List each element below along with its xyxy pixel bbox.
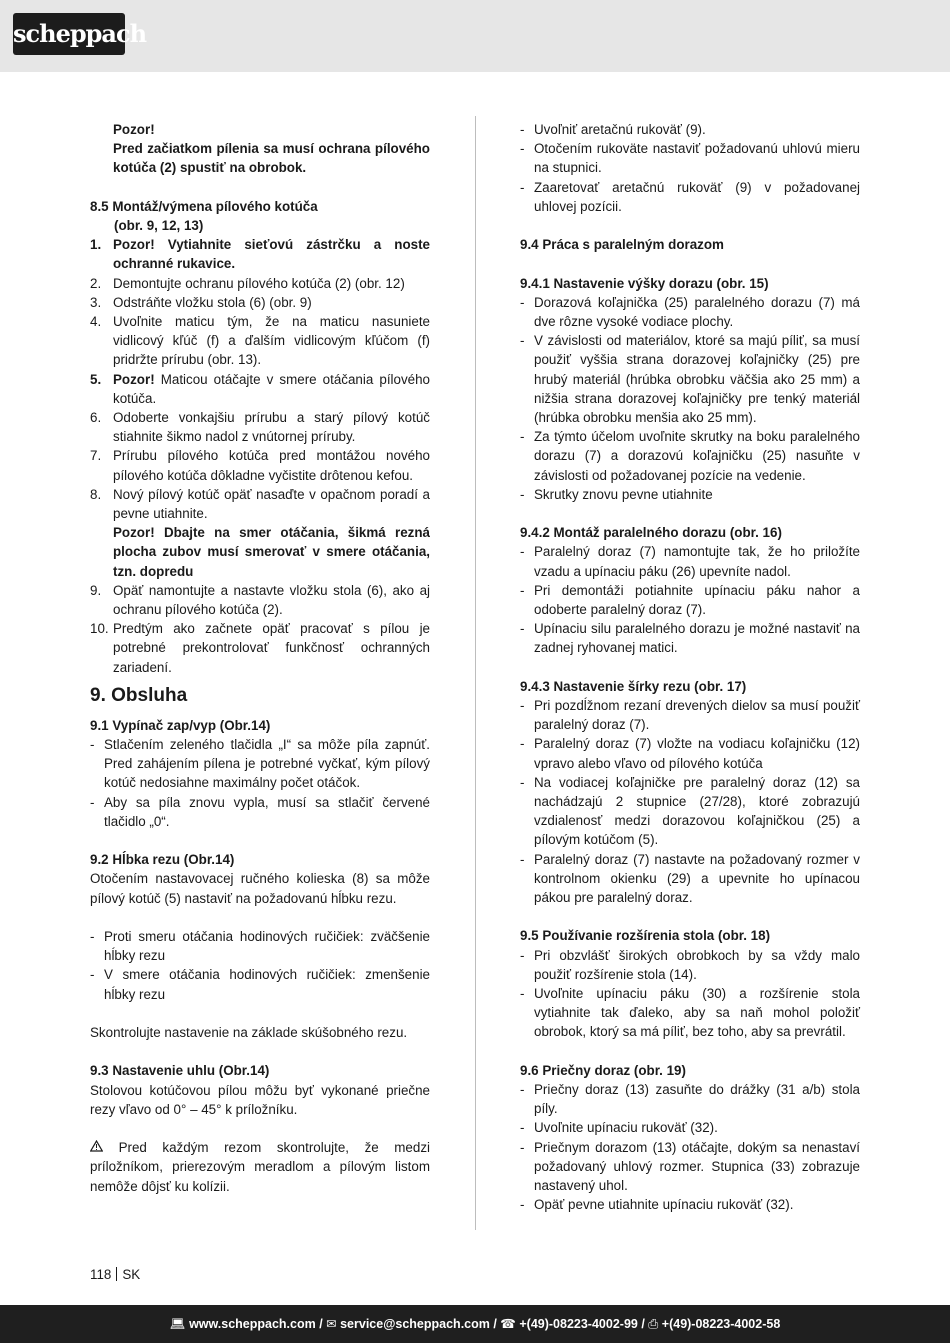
footer-phone: +(49)-08223-4002-99 xyxy=(519,1317,638,1331)
list-item: - Pri pozdĺžnom rezaní drevených dielov sa musí použiť paralelný doraz (7). xyxy=(520,696,860,734)
list-item: - Aby sa píla znovu vypla, musí sa stlačiť červené tlačidlo „0“. xyxy=(90,793,430,831)
list-number: 5. xyxy=(90,371,102,387)
list-number: 3. xyxy=(90,294,102,310)
footer-email: service@scheppach.com xyxy=(340,1317,490,1331)
list-item xyxy=(90,408,430,446)
list-text: Opäť pevne utiahnite upínaciu rukoväť (32). xyxy=(534,1197,794,1213)
list-text: Nový pílový kotúč opäť nasaďte v opačnom poradí a pevne utiahnite. xyxy=(113,486,430,522)
list-number: 2. xyxy=(90,275,102,291)
section-heading-9-4: 9.4 Práca s paralelným dorazom xyxy=(520,237,724,253)
section-heading-9-3: 9.3 Nastavenie uhlu (Obr.14) xyxy=(90,1063,270,1079)
list-text: Pri pozdĺžnom rezaní drevených dielov sa musí použiť paralelný doraz (7). xyxy=(534,698,860,733)
phone-icon: ☎︎ xyxy=(500,1317,516,1331)
page-language: SK xyxy=(122,1267,141,1282)
list-number: 9. xyxy=(90,582,102,598)
list-text: Paralelný doraz (7) vložte na vodiacu koľajničku (12) vpravo alebo vľavo od pílového kotúča xyxy=(534,736,860,771)
list-item: - Stlačením zeleného tlačidla „I“ sa môže píla zapnúť. Pred zahájením pílena je potrebné vyčkať, kým pílový kotúč nedosiahne maximálny počet otáčok. xyxy=(90,735,430,793)
list-item xyxy=(90,370,430,408)
chapter-heading: 9. Obsluha xyxy=(90,684,188,706)
list-item: - Paralelný doraz (7) namontujte tak, že ho priložíte vzadu a upínaciu páku (26) upevníte nadol. xyxy=(520,542,860,580)
warning-text: Pozor! Dbajte na smer otáčania, šikmá rezná plocha zubov musí smerovať v smere otáčania, tzn. dopredu xyxy=(113,525,430,579)
list-item: - Uvoľniť aretačnú rukoväť (9). xyxy=(520,120,860,139)
list-item: - Pri demontáži potiahnite upínaciu páku nahor a odoberte paralelný doraz (7). xyxy=(520,581,860,619)
warning-label: Pozor! xyxy=(113,371,155,387)
list-item: - Skrutky znovu pevne utiahnite xyxy=(520,485,860,504)
list-text: V závislosti od materiálov, ktoré sa majú píliť, sa musí použiť vyššia strana dorazovej koľajničky (25) pre hrubý materiál (hrúbka obrobku väčšia ako 25 mm) a nižšia strana dorazovej koľajničky pre tenký materiál (hrúbka obrobku menšia ako 25 mm). xyxy=(534,333,860,426)
list-text: Maticou otáčajte v smere otáčania pílového kotúča. xyxy=(113,371,430,406)
list-item: - Paralelný doraz (7) vložte na vodiacu koľajničku (12) vpravo alebo vľavo od pílového kotúča xyxy=(520,734,860,772)
footer-fax: +(49)-08223-4002-58 xyxy=(661,1317,781,1331)
list-number: 6. xyxy=(90,410,102,426)
section-heading-9-6: 9.6 Priečny doraz (obr. 19) xyxy=(520,1062,686,1078)
list-text: Na vodiacej koľajničke pre paralelný doraz (12) sa nachádzajú 2 stupnice (27/28), ktoré zobrazujú vzdialenosť medzi dorazovou koľajničkou (25) a pílovým kotúčom (5). xyxy=(534,774,860,848)
page-footer: 💻︎ www.scheppach.com / ✉︎ service@scheppach.com / ☎︎ +(49)-08223-4002-99 / ⎙ +(49)-08223-4002-58 xyxy=(0,1305,950,1343)
list-item xyxy=(90,581,430,619)
list-item xyxy=(90,485,430,581)
list-item: - Paralelný doraz (7) nastavte na požadovaný rozmer v kontrolnom okienku (29) a upevnite ho upínacou pákou pre paralelný doraz. xyxy=(520,850,860,908)
list-text: Priečnym dorazom (13) otáčajte, dokým sa nenastaví požadovaný uhlový rozmer. Stupnica (33) zobrazuje nastavený uhol. xyxy=(534,1139,860,1194)
warning-paragraph xyxy=(90,1138,430,1196)
list-text: Demontujte ochranu pílového kotúča (2) (obr. 12) xyxy=(113,275,405,291)
list-text: Pri demontáži potiahnite upínaciu páku nahor a odoberte paralelný doraz (7). xyxy=(534,582,860,618)
warning-triangle-icon xyxy=(90,1138,103,1157)
list-text: Proti smeru otáčania hodinových ručičiek: zväčšenie hĺbky rezu xyxy=(104,929,430,964)
list-text: Uvoľnite upínaciu rukoväť (32). xyxy=(534,1120,718,1136)
list-item xyxy=(90,235,430,273)
list-number: 4. xyxy=(90,314,102,330)
list-text: Odstráňte vložku stola (6) (obr. 9) xyxy=(113,294,312,310)
list-text: Skrutky znovu pevne utiahnite xyxy=(534,486,713,502)
left-column xyxy=(90,120,430,1196)
list-item xyxy=(90,274,430,293)
list-text: Uvoľnite maticu tým, že na maticu nasuniete vidlicový kľúč (f) a ďalším vidlicovým kľúčom (f) pridržte prírubu (obr. 13). xyxy=(113,314,430,368)
paragraph: Otočením nastavovacej ručného kolieska (8) sa môže pílový kotúč (5) nastaviť na požadovanú hĺbku rezu. xyxy=(90,871,430,906)
section-heading-9-4-3: 9.4.3 Nastavenie šírky rezu (obr. 17) xyxy=(520,678,747,694)
list-text: Uvoľniť aretačnú rukoväť (9). xyxy=(534,122,706,137)
list-text: Uvoľnite upínaciu páku (30) a rozšírenie stola vytiahnite tak ďaleko, aby sa naň mohol položiť obrobok, ktorý sa má píliť, bez toho, aby sa prevrátil. xyxy=(534,986,860,1040)
list-text: Stlačením zeleného tlačidla „I“ sa môže píla zapnúť. Pred zahájením pílena je potrebné vyčkať, kým pílový kotúč nedosiahne maximálny počet otáčok. xyxy=(104,737,430,791)
list-item: - Dorazová koľajnička (25) paralelného dorazu (7) má dve rôzne vysoké vodiace plochy. xyxy=(520,293,860,331)
list-item: - Uvoľnite upínaciu rukoväť (32). xyxy=(520,1118,860,1137)
list-text: Pri obzvlášť širokých obrobkoch by sa vždy malo použiť rozšírenie stola (14). xyxy=(534,947,860,982)
page-header xyxy=(0,0,950,72)
list-text: Odoberte vonkajšiu prírubu a starý pílový kotúč stiahnite šikmo nadol z vnútornej príruby. xyxy=(113,410,430,445)
section-heading-8-5: 8.5 Montáž/výmena pílového kotúča xyxy=(90,198,318,214)
section-heading-9-2: 9.2 Hĺbka rezu (Obr.14) xyxy=(90,852,235,868)
section-heading-9-1: 9.1 Vypínač zap/vyp (Obr.14) xyxy=(90,717,271,733)
section-heading-9-4-2: 9.4.2 Montáž paralelného dorazu (obr. 16) xyxy=(520,525,782,541)
list-item: - Proti smeru otáčania hodinových ručičiek: zväčšenie hĺbky rezu xyxy=(90,927,430,965)
footer-website: www.scheppach.com xyxy=(189,1317,316,1331)
list-text: Pozor! Vytiahnite sieťovú zástrčku a noste ochranné rukavice. xyxy=(113,237,430,272)
list-text: Predtým ako začnete opäť pracovať s pílou je potrebné prekontrolovať funkčnosť ochranných zariadení. xyxy=(113,621,430,675)
list-text: Paralelný doraz (7) nastavte na požadovaný rozmer v kontrolnom okienku (29) a upevnite ho upínacou pákou pre paralelný doraz. xyxy=(534,851,860,906)
list-item xyxy=(90,312,430,370)
list-number: 7. xyxy=(90,448,102,464)
list-number: 10. xyxy=(90,621,109,637)
list-text: Zaaretovať aretačnú rukoväť (9) v požadovanej uhlovej pozícii. xyxy=(534,179,860,214)
list-item: - V smere otáčania hodinových ručičiek: zmenšenie hĺbky rezu xyxy=(90,965,430,1003)
right-column xyxy=(520,120,860,1214)
list-text: Otočením rukoväte nastaviť požadovanú uhlovú mieru na stupnici. xyxy=(534,141,860,176)
list-item: - V závislosti od materiálov, ktoré sa majú píliť, sa musí použiť vyššia strana dorazovej koľajničky (25) pre hrubý materiál (hrúbka obrobku väčšia ako 25 mm) a nižšia strana dorazovej koľajničky pre tenký materiál (hrúbka obrobku menšia ako 25 mm). xyxy=(520,331,860,427)
list-item: - Pri obzvlášť širokých obrobkoch by sa vždy malo použiť rozšírenie stola (14). xyxy=(520,946,860,984)
list-text: Prírubu pílového kotúča pred montážou nového pílového kotúča dôkladne vyčistite drôtenou kefou. xyxy=(113,448,430,483)
warning-text: Pred každým rezom skontrolujte, že medzi príložníkom, prierezovým meradlom a pílovým listom nemôže dôjsť ku kolízii. xyxy=(90,1140,430,1194)
list-item xyxy=(90,293,430,312)
brand-logo: scheppach xyxy=(13,13,125,55)
section-heading-9-4-1: 9.4.1 Nastavenie výšky dorazu (obr. 15) xyxy=(520,275,769,291)
list-text: Opäť namontujte a nastavte vložku stola (6), ako aj ochranu pílového kotúča (2). xyxy=(113,582,430,618)
list-text: Paralelný doraz (7) namontujte tak, že ho priložíte vzadu a upínaciu páku (26) upevníte nadol. xyxy=(534,544,860,579)
list-item xyxy=(90,619,430,677)
computer-icon: 💻︎ xyxy=(169,1317,186,1331)
page-number-value: 118 xyxy=(90,1267,112,1282)
list-text: V smere otáčania hodinových ručičiek: zmenšenie hĺbky rezu xyxy=(104,967,430,1002)
list-text: Upínaciu silu paralelného dorazu je možné nastaviť na zadnej ryhovanej matici. xyxy=(534,621,860,656)
warning-title: Pozor! xyxy=(113,122,155,137)
list-item xyxy=(90,446,430,484)
section-heading-9-5: 9.5 Používanie rozšírenia stola (obr. 18) xyxy=(520,928,771,944)
list-item: - Priečnym dorazom (13) otáčajte, dokým sa nenastaví požadovaný uhlový rozmer. Stupnica (33) zobrazuje nastavený uhol. xyxy=(520,1138,860,1196)
paragraph: Stolovou kotúčovou pílou môžu byť vykonané priečne rezy vľavo od 0° – 45° k príložníku. xyxy=(90,1082,430,1117)
page-number xyxy=(90,1265,140,1284)
list-item: - Zaaretovať aretačnú rukoväť (9) v požadovanej uhlovej pozícii. xyxy=(520,178,860,216)
list-item: - Uvoľnite upínaciu páku (30) a rozšírenie stola vytiahnite tak ďaleko, aby sa naň mohol položiť obrobok, ktorý sa má píliť, bez toho, aby sa prevrátil. xyxy=(520,984,860,1042)
list-text: Dorazová koľajnička (25) paralelného dorazu (7) má dve rôzne vysoké vodiace plochy. xyxy=(534,294,860,329)
list-text: Za týmto účelom uvoľnite skrutky na boku paralelného dorazu (7) a dorazovú koľajničku (25) nasuňte v závislosti od požadovanej pozície na vedenie. xyxy=(534,429,860,483)
list-item: - Upínaciu silu paralelného dorazu je možné nastaviť na zadnej ryhovanej matici. xyxy=(520,619,860,657)
list-number: 8. xyxy=(90,486,102,502)
list-number: 1. xyxy=(90,237,102,253)
list-item: - Na vodiacej koľajničke pre paralelný doraz (12) sa nachádzajú 2 stupnice (27/28), ktoré zobrazujú vzdialenosť medzi dorazovou koľajničkou (25) a pílovým kotúčom (5). xyxy=(520,773,860,850)
list-item: - Za týmto účelom uvoľnite skrutky na boku paralelného dorazu (7) a dorazovú koľajničku (25) nasuňte v závislosti od požadovanej pozície na vedenie. xyxy=(520,427,860,485)
column-divider xyxy=(475,116,476,1230)
list-text: Priečny doraz (13) zasuňte do drážky (31 a/b) stola píly. xyxy=(534,1082,860,1117)
paragraph: Skontrolujte nastavenie na základe skúšobného rezu. xyxy=(90,1025,408,1041)
mail-icon: ✉︎ xyxy=(326,1317,337,1331)
list-item: - Otočením rukoväte nastaviť požadovanú uhlovú mieru na stupnici. xyxy=(520,139,860,177)
warning-text: Pred začiatkom pílenia sa musí ochrana pílového kotúča (2) spustiť na obrobok. xyxy=(113,141,430,176)
fax-icon: ⎙ xyxy=(648,1317,659,1331)
list-text: Aby sa píla znovu vypla, musí sa stlačiť červené tlačidlo „0“. xyxy=(104,794,430,829)
list-item: - Priečny doraz (13) zasuňte do drážky (31 a/b) stola píly. xyxy=(520,1080,860,1118)
list-item: - Opäť pevne utiahnite upínaciu rukoväť (32). xyxy=(520,1195,860,1214)
section-subheading-8-5: (obr. 9, 12, 13) xyxy=(114,218,204,233)
